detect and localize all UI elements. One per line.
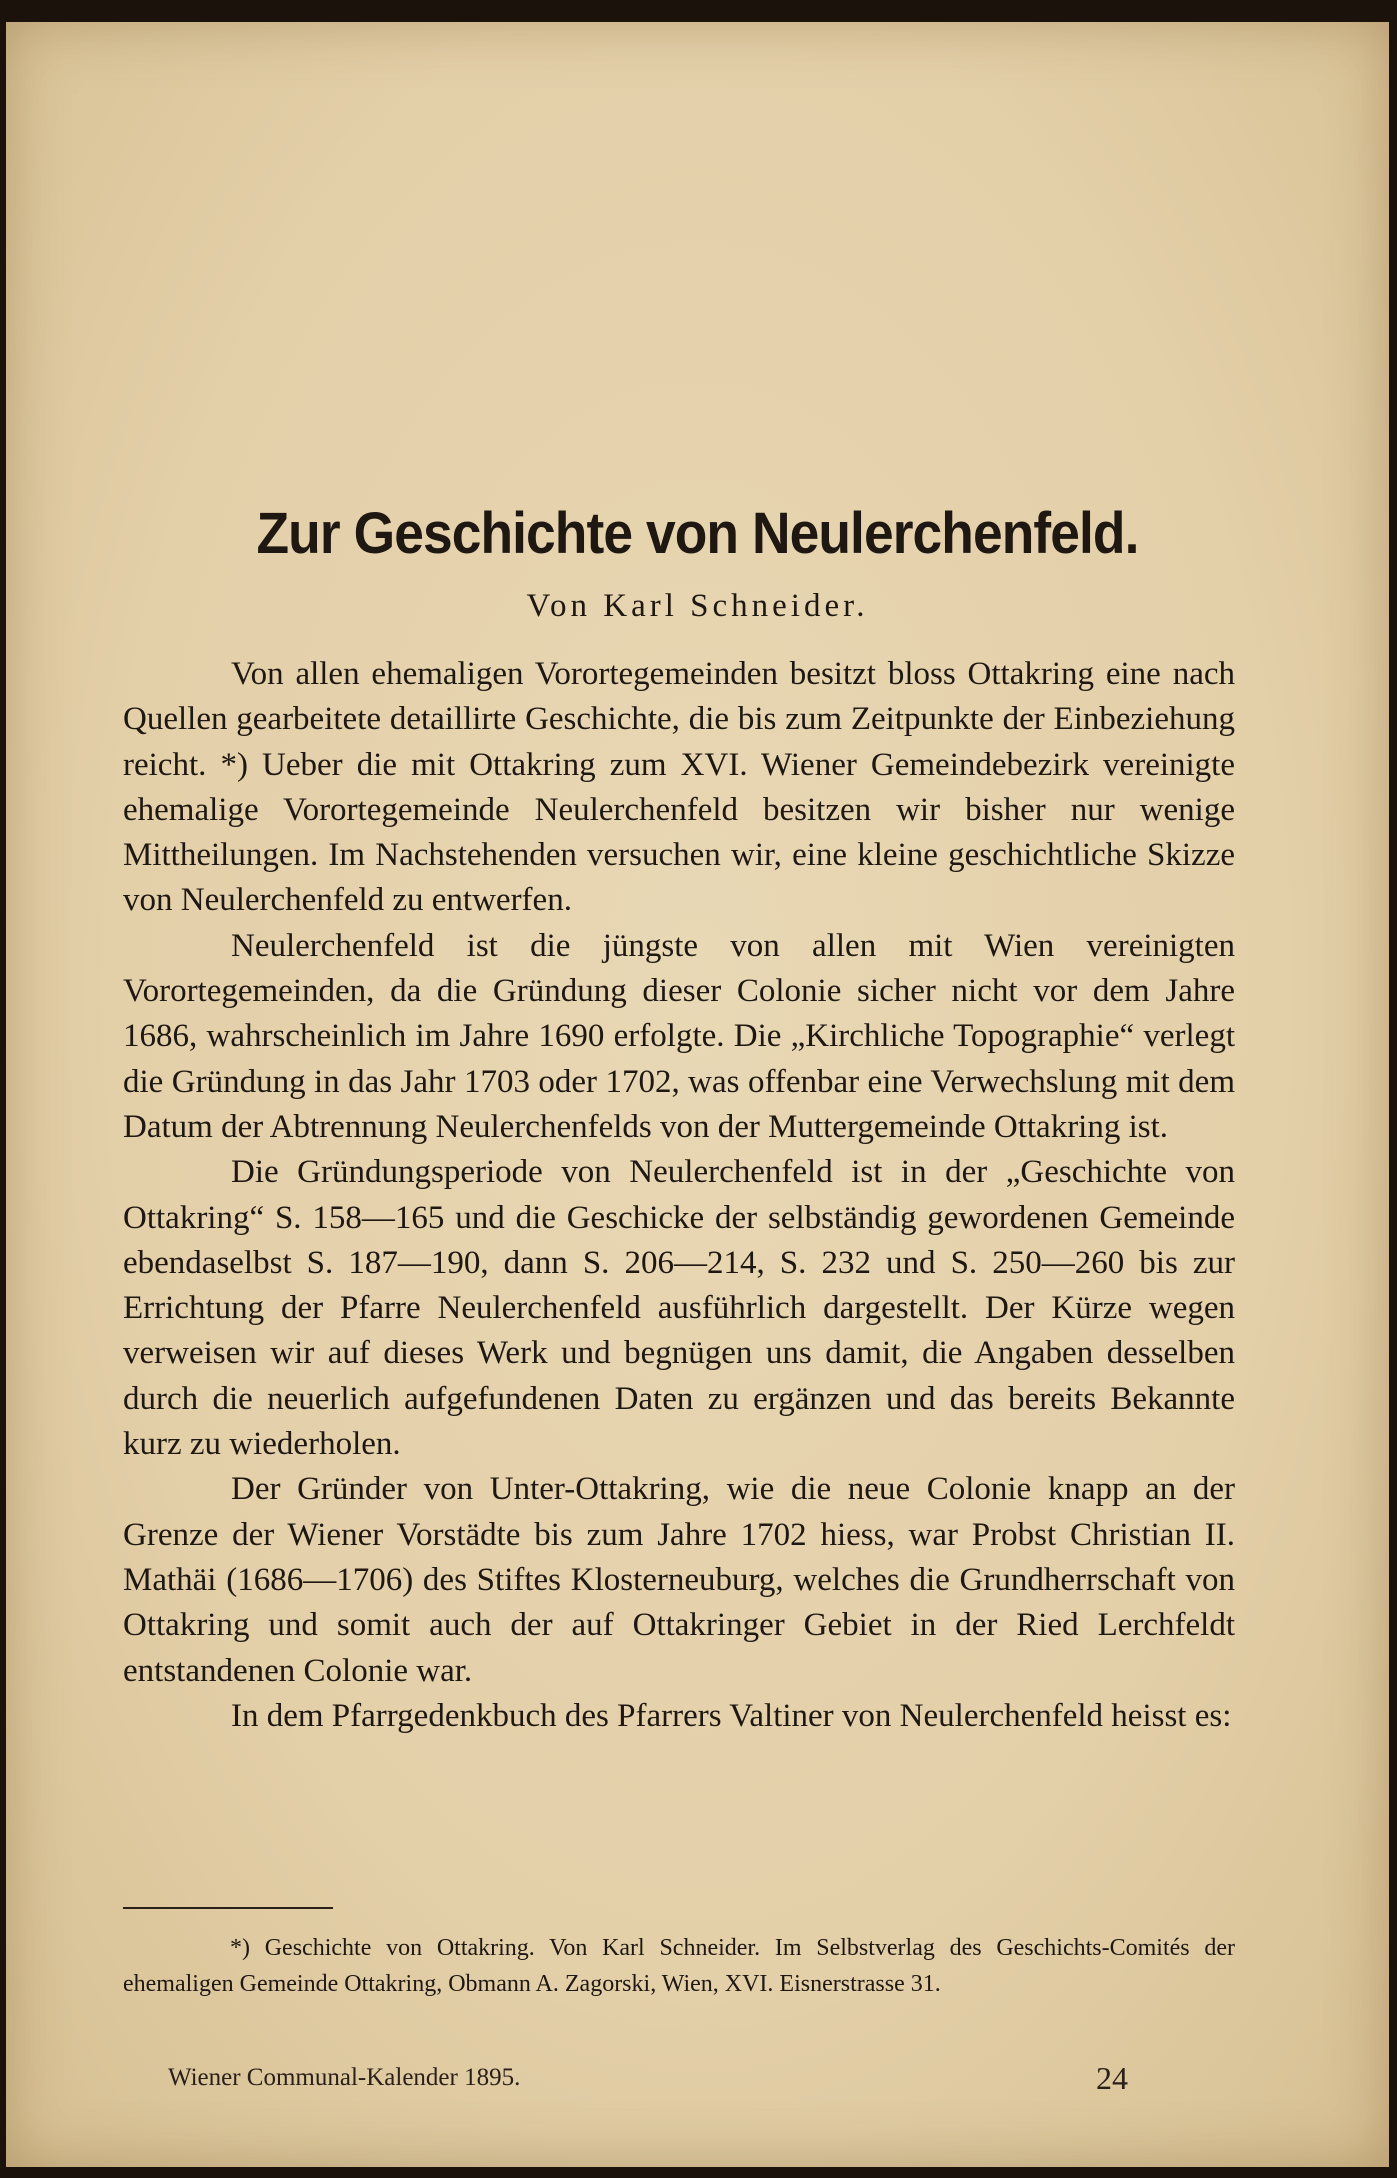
- page-number: 24: [1096, 2060, 1128, 2096]
- publication-footer: Wiener Communal-Kalender 1895.: [168, 2064, 521, 2091]
- paragraph: Neulerchenfeld ist die jüngste von allen mit Wien vereinigten Vorortegemeinden, da die Gründung dieser Colonie sicher nicht vor dem Jahre 1686, wahrscheinlich im Jahre 1690 erfolgte. Die „Kirchliche Topographie“ verlegt die Gründung in das Jahr 1703 oder 1702, was offenbar eine Verwechslung mit dem Datum der Abtrennung Neulerchenfelds von der Muttergemeinde Ottakring ist.: [123, 927, 1235, 1145]
- book-page: [6, 22, 1389, 2167]
- footnote-divider: [123, 1907, 333, 1909]
- paragraph: Von allen ehemaligen Vorortegemeinden besitzt bloss Ottakring eine nach Quellen gearbeitete detaillirte Geschichte, die bis zum Zeitpunkte der Einbeziehung reicht. *) Ueber die mit Ottakring zum XVI. Wiener Gemeindebezirk vereinigte ehemalige Vorortegemeinde Neulerchenfeld besitzen wir bisher nur wenige Mittheilungen. Im Nachstehenden versuchen wir, eine kleine geschichtliche Skizze von Neulerchenfeld zu entwerfen.: [123, 656, 1235, 919]
- article-body: [123, 652, 1235, 1739]
- article-title: Zur Geschichte von Neulerchenfeld.: [256, 501, 1139, 566]
- footnote-text: *) Geschichte von Ottakring. Von Karl Schneider. Im Selbstverlag des Geschichts-Comités der ehemaligen Gemeinde Ottakring, Obmann A. Zagorski, Wien, XVI. Eisnerstrasse 31.: [123, 1935, 1235, 1997]
- paragraph: Die Gründungsperiode von Neulerchenfeld ist in der „Geschichte von Ottakring“ S. 158—165 und die Geschicke der selbständig gewordenen Gemeinde ebendaselbst S. 187—190, dann S. 206—214, S. 232 und S. 250—260 bis zur Errichtung der Pfarre Neulerchenfeld ausführlich dargestellt. Der Kürze wegen verweisen wir auf dieses Werk und begnügen uns damit, die Angaben desselben durch die neuerlich aufgefundenen Daten zu ergänzen und das bereits Bekannte kurz zu wiederholen.: [123, 1154, 1235, 1463]
- footnote: [123, 1930, 1235, 2002]
- paragraph: Der Gründer von Unter-Ottakring, wie die neue Colonie knapp an der Grenze der Wiener Vorstädte bis zum Jahre 1702 hiess, war Probst Christian II. Mathäi (1686—1706) des Stiftes Klosterneuburg, welches die Grundherrschaft von Ottakring und somit auch der auf Ottakringer Gebiet in der Ried Lerchfeldt entstandenen Colonie war.: [123, 1471, 1235, 1689]
- paragraph: In dem Pfarrgedenkbuch des Pfarrers Valtiner von Neulerchenfeld heisst es:: [231, 1697, 1232, 1734]
- author-byline: Von Karl Schneider.: [526, 588, 869, 624]
